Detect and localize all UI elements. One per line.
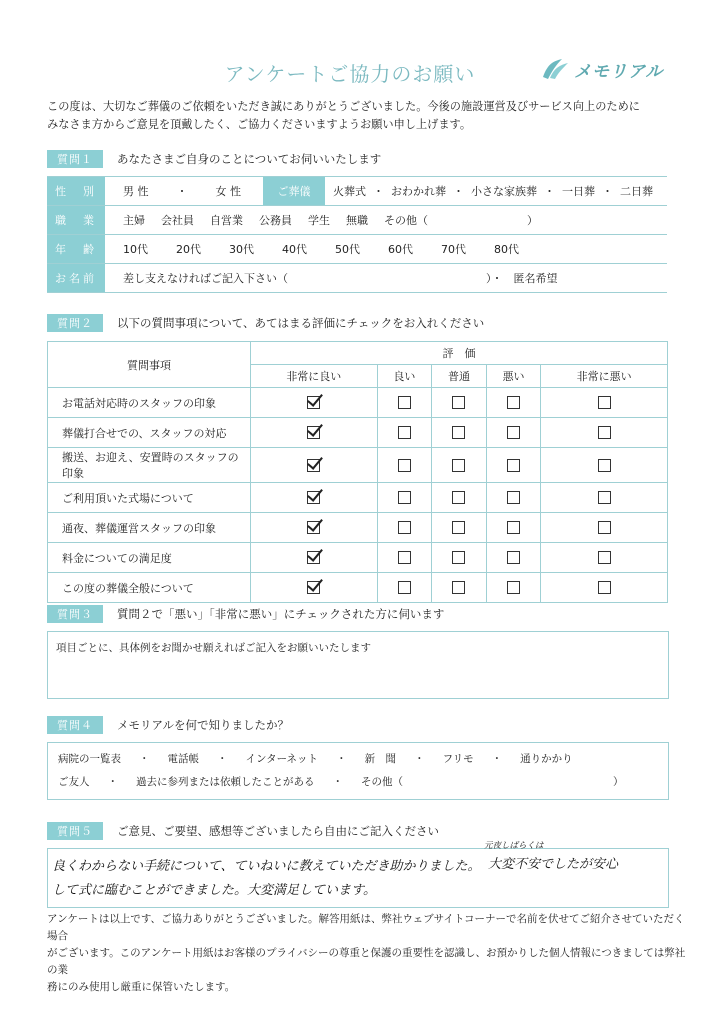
checkbox[interactable] xyxy=(452,551,465,564)
checkbox[interactable] xyxy=(398,491,411,504)
checked-checkbox[interactable] xyxy=(307,491,320,504)
funeral-label: ご葬儀 xyxy=(263,177,325,205)
checkbox[interactable] xyxy=(398,459,411,472)
source-option[interactable]: 病院の一覧表 xyxy=(58,753,121,765)
funeral-option[interactable]: 二日葬 xyxy=(620,185,653,198)
rating-row xyxy=(48,573,668,603)
funeral-option[interactable]: 一日葬 xyxy=(562,185,595,198)
checkbox[interactable] xyxy=(598,551,611,564)
checkbox[interactable] xyxy=(507,491,520,504)
closing-text xyxy=(47,911,687,996)
checkbox[interactable] xyxy=(598,491,611,504)
rating-header: 非常に良い xyxy=(251,365,378,388)
checkbox[interactable] xyxy=(452,491,465,504)
checkbox[interactable] xyxy=(507,581,520,594)
checkbox[interactable] xyxy=(598,459,611,472)
funeral-option[interactable]: 小さな家族葬 xyxy=(471,185,537,198)
intro-line: みなさま方からご意見を頂戴したく、ご協力くださいますようお願い申し上げます。 xyxy=(47,118,472,131)
checkbox[interactable] xyxy=(507,551,520,564)
q2-title: 以下の質問事項について、あてはまる評価にチェックをお入れください xyxy=(117,316,485,330)
q1-header xyxy=(47,149,667,169)
age-option[interactable]: 80代 xyxy=(494,243,519,256)
rating-item-label: この度の葬儀全般について xyxy=(48,573,251,603)
closing-line: アンケートは以上です、ご協力ありがとうございました。解答用紙は、弊社ウェブサイトコーナーで名前を伏せてご紹介させていただく場合 xyxy=(47,913,685,942)
checkbox[interactable] xyxy=(398,581,411,594)
q2-rating-table xyxy=(47,341,668,603)
name-row xyxy=(47,264,667,293)
q4-line1 xyxy=(58,751,573,766)
intro-line: この度は、大切なご葬儀のご依頼をいただき誠にありがとうございました。今後の施設運営及びサービス向上のために xyxy=(47,100,640,113)
separator-dot: ・ xyxy=(414,753,425,765)
rating-item-label: ご利用頂いた式場について xyxy=(48,483,251,513)
q3-answer-box[interactable] xyxy=(47,631,669,699)
q1-table xyxy=(47,176,667,293)
rating-item-label: 料金についての満足度 xyxy=(48,543,251,573)
gender-option[interactable]: 男 性 xyxy=(123,185,149,198)
separator-dot: ・ xyxy=(107,776,118,788)
rating-header: 悪い xyxy=(486,365,541,388)
rating-row xyxy=(48,483,668,513)
q4-title: メモリアルを何で知りましたか？ xyxy=(117,718,290,732)
checkbox[interactable] xyxy=(452,459,465,472)
q5-title: ご意見、ご要望、感想等ございましたら自由にご記入ください xyxy=(117,824,439,838)
source-option[interactable]: 通りかかり xyxy=(520,753,573,765)
checkbox[interactable] xyxy=(507,426,520,439)
checkbox[interactable] xyxy=(598,581,611,594)
funeral-option[interactable]: おわかれ葬 xyxy=(391,185,446,198)
age-option[interactable]: 60代 xyxy=(388,243,413,256)
intro-text xyxy=(47,98,687,134)
q4-options-box xyxy=(47,742,669,800)
rating-header: 普通 xyxy=(432,365,487,388)
q2-badge: 質問２ xyxy=(47,314,103,332)
checked-checkbox[interactable] xyxy=(307,581,320,594)
separator-dot: ・ xyxy=(217,753,228,765)
source-option[interactable]: フリモ xyxy=(442,753,474,765)
col-item-header: 質問事項 xyxy=(48,342,251,388)
separator-dot: ・ xyxy=(176,185,188,198)
checked-checkbox[interactable] xyxy=(307,521,320,534)
q1-title: あなたさまご自身のことについてお伺いいたします xyxy=(117,152,382,166)
age-option[interactable]: 70代 xyxy=(441,243,466,256)
checkbox[interactable] xyxy=(598,521,611,534)
gender-options xyxy=(123,183,241,199)
checkbox[interactable] xyxy=(507,521,520,534)
checked-checkbox[interactable] xyxy=(307,551,320,564)
separator-dot: ・ xyxy=(544,185,555,198)
checkbox[interactable] xyxy=(452,581,465,594)
age-row xyxy=(47,235,667,264)
job-option[interactable]: 無職 xyxy=(346,214,368,227)
checkbox[interactable] xyxy=(398,396,411,409)
handwritten-line: して式に臨むことができました。大変満足しています。 xyxy=(52,883,376,898)
logo-leaf-icon xyxy=(540,57,570,81)
funeral-options xyxy=(333,183,653,199)
job-option[interactable]: 公務員 xyxy=(259,214,292,227)
rating-header: 非常に悪い xyxy=(541,365,668,388)
handwritten-line: 良くわからない手続について、ていねいに教えていただき助かりました。 xyxy=(52,859,481,874)
age-options xyxy=(123,241,519,257)
checked-checkbox[interactable] xyxy=(307,396,320,409)
checkbox[interactable] xyxy=(598,396,611,409)
separator-dot: ・ xyxy=(336,753,347,765)
checkbox[interactable] xyxy=(507,396,520,409)
q4-badge: 質問４ xyxy=(47,716,103,734)
source-option[interactable]: 過去に参列または依頼したことがある xyxy=(136,776,315,788)
job-label: 職 業 xyxy=(47,206,105,234)
closing-line: がございます。このアンケート用紙はお客様のプライバシーの尊重と保護の重要性を認識し、お預かりした個人情報につきましては弊社の業 xyxy=(47,947,686,976)
rating-row xyxy=(48,543,668,573)
age-option[interactable]: 50代 xyxy=(335,243,360,256)
separator-dot: ・ xyxy=(602,185,613,198)
funeral-option[interactable]: 火葬式 xyxy=(333,185,366,198)
age-option[interactable]: 10代 xyxy=(123,243,148,256)
col-eval-header: 評 価 xyxy=(251,342,668,365)
checkbox[interactable] xyxy=(452,521,465,534)
checkbox[interactable] xyxy=(398,521,411,534)
job-option[interactable]: その他（ ） xyxy=(384,214,538,227)
name-label: お名前 xyxy=(47,264,105,292)
checkbox[interactable] xyxy=(598,426,611,439)
source-option[interactable]: その他（ ） xyxy=(361,776,624,788)
checked-checkbox[interactable] xyxy=(307,459,320,472)
checkbox[interactable] xyxy=(452,396,465,409)
source-option[interactable]: インターネット xyxy=(245,753,319,765)
gender-row xyxy=(47,176,667,206)
q5-badge: 質問５ xyxy=(47,822,103,840)
separator-dot: ・ xyxy=(491,753,503,765)
q1-badge: 質問１ xyxy=(47,150,103,168)
age-option[interactable]: 30代 xyxy=(229,243,254,256)
q5-header xyxy=(47,821,667,841)
job-options xyxy=(123,212,538,228)
q3-badge: 質問３ xyxy=(47,605,103,623)
rating-item-label: お電話対応時のスタッフの印象 xyxy=(48,388,251,418)
separator-dot: ・ xyxy=(332,776,343,788)
checkbox[interactable] xyxy=(398,551,411,564)
age-option[interactable]: 40代 xyxy=(282,243,307,256)
q3-note: 項目ごとに、具体例をお聞かせ願えればご記入をお願いいたします xyxy=(56,642,371,654)
q4-line2 xyxy=(58,774,624,789)
logo-text: メモリアル xyxy=(574,61,664,82)
rating-row xyxy=(48,388,668,418)
job-option[interactable]: 学生 xyxy=(308,214,330,227)
name-field[interactable]: 差し支えなければご記入下さい（ ）・ 匿名希望 xyxy=(123,272,558,285)
separator-dot: ・ xyxy=(453,185,464,198)
gender-option[interactable]: 女 性 xyxy=(215,185,241,198)
q3-title: 質問２で「悪い」「非常に悪い」にチェックされた方に伺います xyxy=(117,607,445,621)
job-row xyxy=(47,206,667,235)
q4-header xyxy=(47,715,667,735)
age-label: 年 齢 xyxy=(47,235,105,263)
source-option[interactable]: 新 聞 xyxy=(364,753,397,765)
page-title: アンケートご協力のお願い xyxy=(224,62,476,86)
checked-checkbox[interactable] xyxy=(307,426,320,439)
handwritten-tail: 大変不安でしたが安心 xyxy=(488,857,619,872)
age-option[interactable]: 20代 xyxy=(176,243,201,256)
separator-dot: ・ xyxy=(373,185,384,198)
checkbox[interactable] xyxy=(507,459,520,472)
job-option[interactable]: 自営業 xyxy=(210,214,243,227)
gender-label: 性 別 xyxy=(47,177,105,205)
separator-dot: ・ xyxy=(139,753,150,765)
rating-item-label: 葬儀打合せでの、スタッフの対応 xyxy=(48,418,251,448)
rating-row xyxy=(48,513,668,543)
closing-line: 務にのみ使用し厳重に保管いたします。 xyxy=(47,981,236,993)
rating-row xyxy=(48,448,668,483)
job-option[interactable]: 会社員 xyxy=(161,214,194,227)
q2-header xyxy=(47,313,667,333)
rating-row xyxy=(48,418,668,448)
q5-answer-box[interactable] xyxy=(47,841,669,908)
source-option[interactable]: ご友人 xyxy=(58,776,90,788)
rating-item-label: 通夜、葬儀運営スタッフの印象 xyxy=(48,513,251,543)
q3-header xyxy=(47,604,667,624)
rating-header: 良い xyxy=(377,365,432,388)
company-logo xyxy=(540,56,663,82)
source-option[interactable]: 電話帳 xyxy=(167,753,199,765)
checkbox[interactable] xyxy=(452,426,465,439)
job-option[interactable]: 主婦 xyxy=(123,214,145,227)
rating-item-label: 搬送、お迎え、安置時のスタッフの印象 xyxy=(48,448,251,483)
handwritten-insert: 元夜しばらくは xyxy=(484,841,544,851)
checkbox[interactable] xyxy=(398,426,411,439)
